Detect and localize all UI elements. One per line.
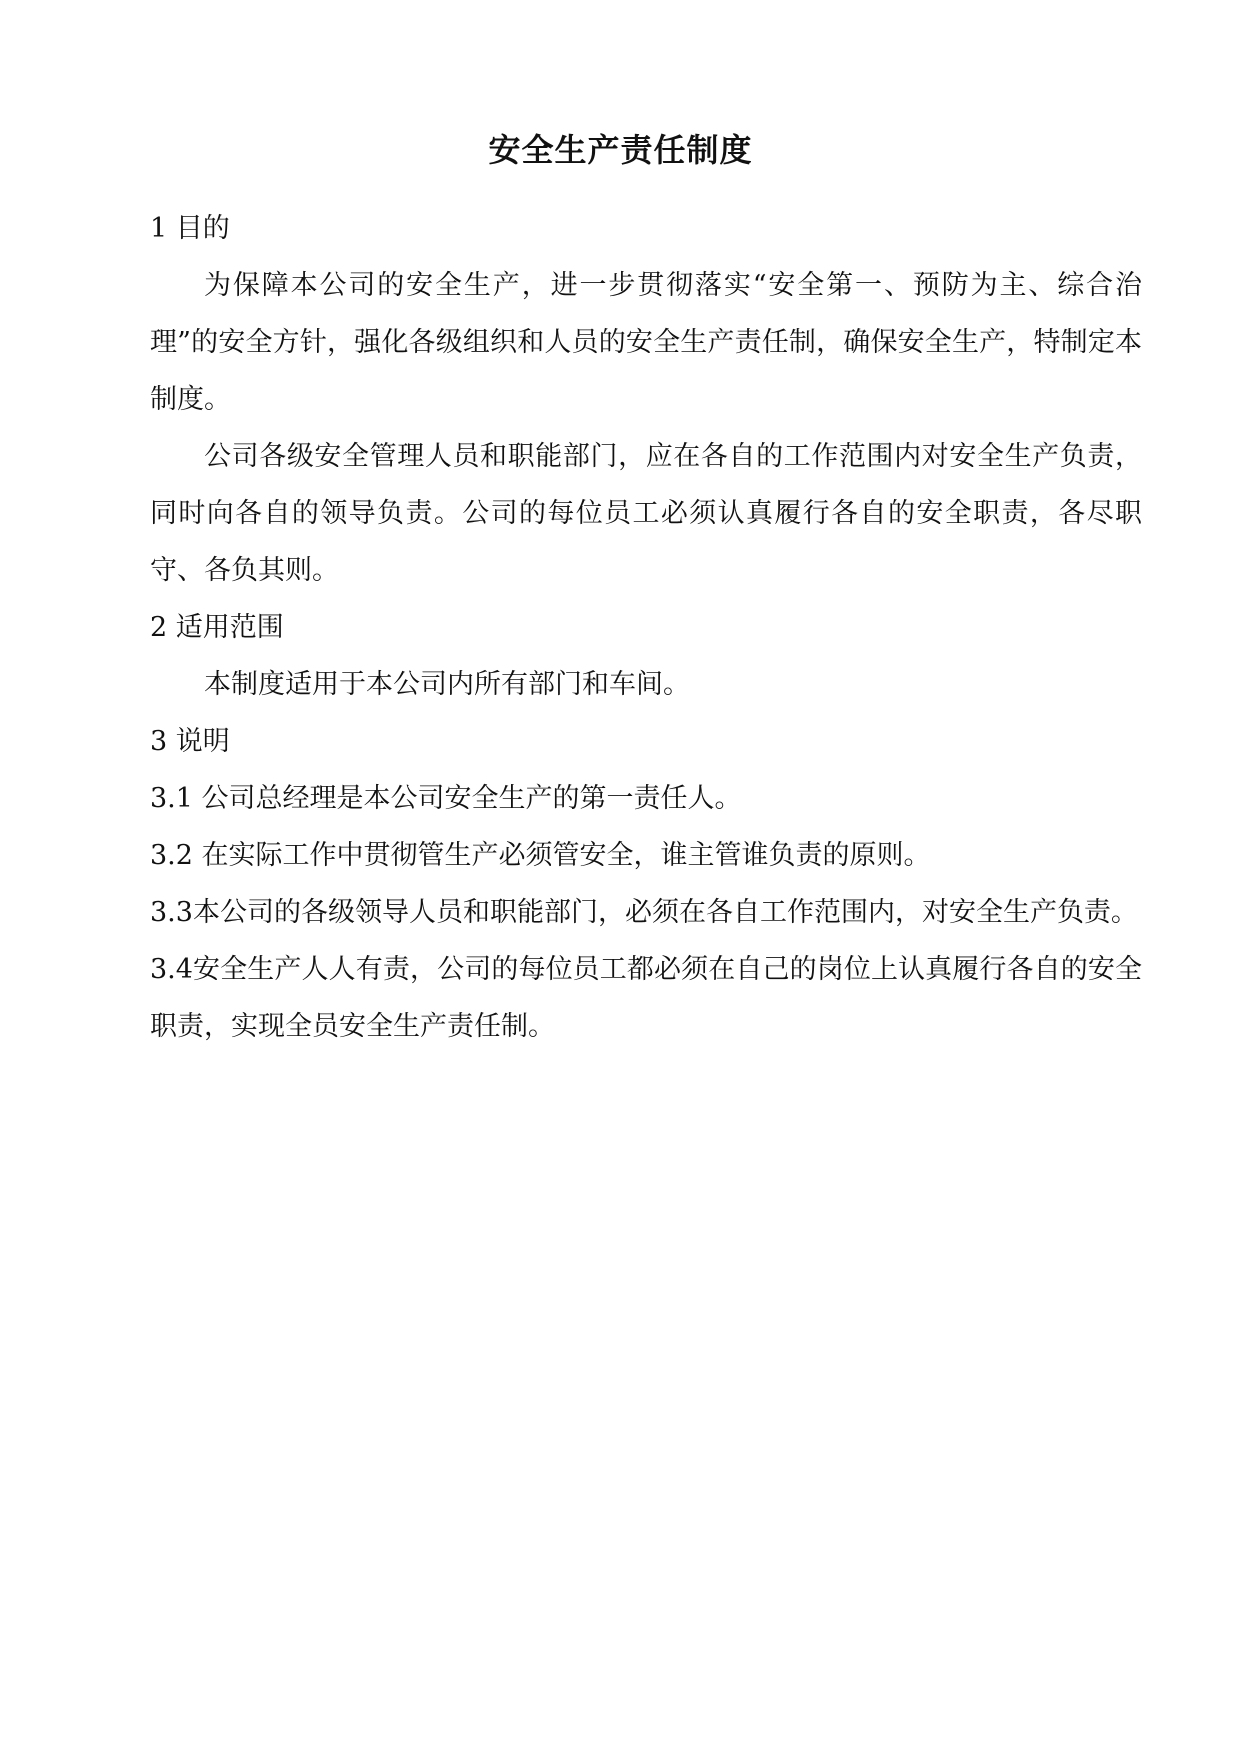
section-2-heading: 2 适用范围: [150, 612, 284, 643]
document-title: 安全生产责任制度: [488, 131, 753, 169]
section-3-item-2: 3.2 在实际工作中贯彻管生产必须管安全，谁主管谁负责的原则。: [150, 840, 931, 871]
section-2-paragraph-1: 本制度适用于本公司内所有部门和车间。: [204, 669, 690, 700]
section-1-paragraph-1: 为保障本公司的安全生产，进一步贯彻落实“安全第一、预防为主、综合治理”的安全方针，强化各级组织和人员的安全生产责任制，确保安全生产，特制定本制度。: [150, 270, 1142, 415]
section-1-paragraph-2: 公司各级安全管理人员和职能部门，应在各自的工作范围内对安全生产负责，同时向各自的领导负责。公司的每位员工必须认真履行各自的安全职责，各尽职守、各负其则。: [150, 441, 1142, 586]
section-3-item-4: 3.4安全生产人人有责，公司的每位员工都必须在自己的岗位上认真履行各自的安全职责，实现全员安全生产责任制。: [150, 954, 1142, 1042]
document-body: [150, 200, 1142, 1055]
section-3-item-3: 3.3本公司的各级领导人员和职能部门，必须在各自工作范围内，对安全生产负责。: [150, 897, 1138, 928]
section-3-heading: 3 说明: [150, 726, 230, 757]
section-1-heading: 1 目的: [150, 213, 230, 244]
section-3-item-1: 3.1 公司总经理是本公司安全生产的第一责任人。: [150, 783, 742, 814]
